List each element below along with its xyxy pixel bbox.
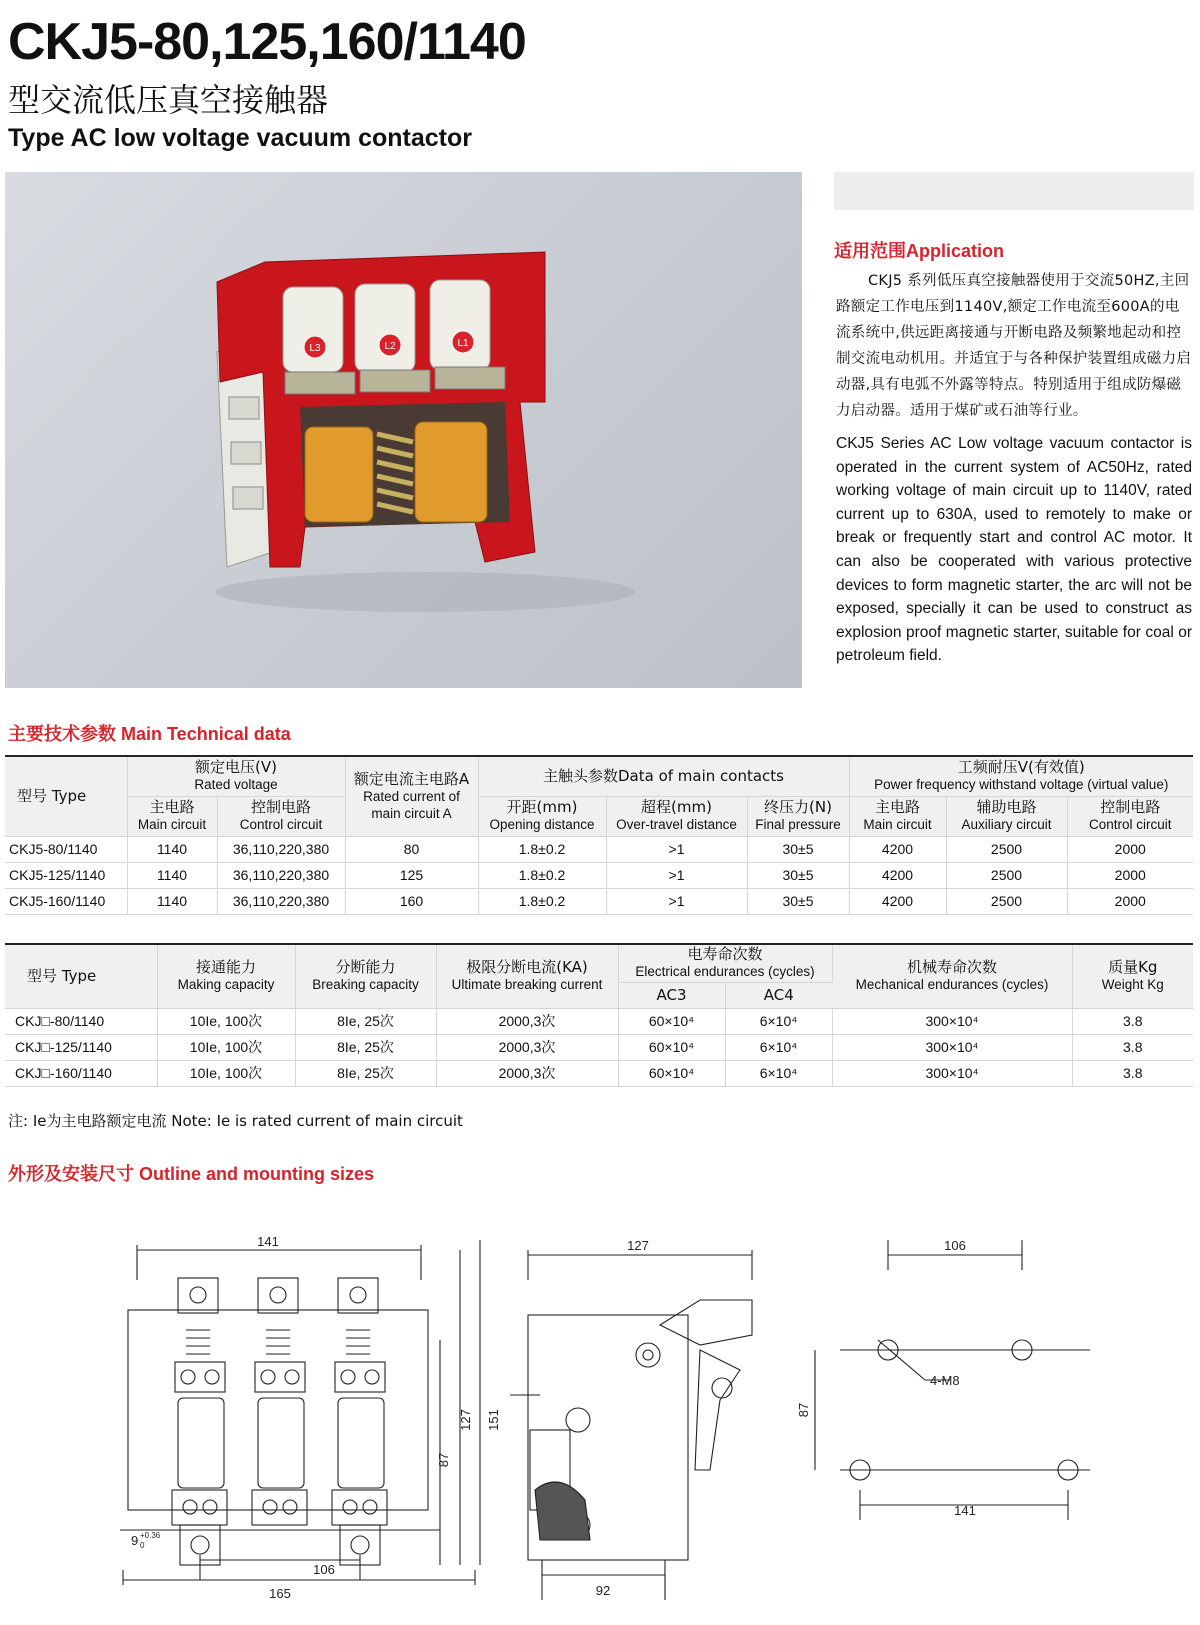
tech-heading [8,720,291,746]
table-row: CKJ□-160/1140 10Ie, 100次 8Ie, 25次 2000,3次 60×10⁴ 6×10⁴ 300×10⁴ 3.8 [5,1060,1193,1086]
th2-mechanical: 机械寿命次数 Mechanical endurances (cycles) [832,944,1072,1008]
table-row: CKJ5-80/1140 1140 36,110,220,380 80 1.8±0.2 >1 30±5 4200 2500 2000 [5,836,1193,862]
application-text [836,268,1192,668]
title-chinese: 型交流低压真空接触器 [8,81,329,119]
contactor-illustration [5,172,802,688]
th2-ultimate: 极限分断电流(KA) Ultimate breaking current [436,944,618,1008]
table-row: CKJ5-160/1140 1140 36,110,220,380 160 1.8±0.2 >1 30±5 4200 2500 2000 [5,888,1193,914]
th-main-circuit: 主电路 Main circuit [127,796,217,836]
table-row: CKJ□-80/1140 10Ie, 100次 8Ie, 25次 2000,3次 60×10⁴ 6×10⁴ 300×10⁴ 3.8 [5,1008,1193,1034]
th2-electrical: 电寿命次数 Electrical endurances (cycles) [618,944,832,982]
th-opening: 开距(mm) Opening distance [478,796,606,836]
dim-106-mount: 106 [944,1238,966,1253]
decor-bar [834,172,1194,210]
application-heading-en: Application [906,241,1004,261]
th-wv-control: 控制电路 Control circuit [1067,796,1193,836]
application-text-cn: CKJ5 系列低压真空接触器使用于交流50HZ,主回路额定工作电压到1140V,额定工作电流至600A的电流系统中,供远距离接通与开断电路及频繁地起动和控制交流电动机用。并适宜于与各种保护装置组成磁力启动器,具有电弧不外露等特点。特别适用于组成防爆磁力启动器。适用于煤矿或石油等行业。 [836,273,1192,419]
th2-ac4: AC4 [725,982,832,1008]
outline-heading-en: Outline and mounting sizes [139,1164,375,1184]
dim-92: 92 [595,1583,611,1598]
th2-making: 接通能力 Making capacity [157,944,295,1008]
dim-141-front: 141 [257,1234,279,1249]
phase-label-l2: L2 [384,341,396,352]
outline-heading [8,1160,374,1186]
tech-table-1 [5,755,1193,915]
dim-151: 151 [486,1409,501,1431]
th-final-pressure: 终压力(N) Final pressure [747,796,849,836]
table-note: 注: Ie为主电路额定电流 Note: Ie is rated current of main circuit [8,1112,463,1130]
th-rated-current: 额定电流主电路A Rated current of main circuit A [345,756,478,836]
th-control-circuit: 控制电路 Control circuit [217,796,345,836]
tech-heading-en: Main Technical data [121,724,291,744]
application-text-en: CKJ5 Series AC Low voltage vacuum contactor is operated in the current system of AC50Hz, rated working voltage of main circuit up to 1140V, rated current up to 630A, used to remotely to make or break or frequently start and control AC motor. It can also be cooperated with various protective devices to form magnetic starter, the arc will not be exposed, specially it can be used to construct as explosion proof magnetic starter, suitable for coal or petroleum field. [836,435,1192,665]
dim-141-mount: 141 [954,1503,976,1518]
hole-label: 4-M8 [930,1373,960,1388]
dim-127-front: 127 [458,1409,473,1431]
dim-165: 165 [269,1586,291,1601]
product-photo [5,172,802,688]
dim-9-tol-up: +0.36 [140,1531,161,1540]
table-row: CKJ5-125/1140 1140 36,110,220,380 125 1.8±0.2 >1 30±5 4200 2500 2000 [5,862,1193,888]
th2-breaking: 分断能力 Breaking capacity [295,944,436,1008]
dim-9-tol-low: 0 [140,1541,145,1550]
th2-type: 型号 Type [5,944,157,1008]
th-withstand: 工频耐压V(有效值) Power frequency withstand voltage (virtual value) [849,756,1193,796]
th-main-contacts: 主触头参数Data of main contacts [478,756,849,796]
dim-87-front: 87 [436,1452,451,1468]
th2-weight: 质量Kg Weight Kg [1072,944,1193,1008]
application-heading-cn: 适用范围 [834,241,906,262]
th2-ac3: AC3 [618,982,725,1008]
dim-9: 9 [131,1533,139,1548]
side-view-drawing [510,1250,752,1600]
outline-drawings [0,1220,1200,1620]
th-wv-aux: 辅助电路 Auxiliary circuit [946,796,1067,836]
product-model: CKJ5-80,125,160/1140 [8,13,526,71]
outline-heading-cn: 外形及安装尺寸 [8,1164,134,1185]
tech-table-2 [5,943,1193,1087]
th-wv-main: 主电路 Main circuit [849,796,946,836]
dim-106-front: 106 [313,1562,335,1577]
dim-87-mount: 87 [796,1402,811,1418]
title-english: Type AC low voltage vacuum contactor [8,124,472,152]
application-heading [834,237,1004,263]
th-type: 型号 Type [5,756,127,836]
tech-heading-cn: 主要技术参数 [8,724,116,745]
phase-label-l3: L3 [309,343,321,354]
table-row: CKJ□-125/1140 10Ie, 100次 8Ie, 25次 2000,3次 60×10⁴ 6×10⁴ 300×10⁴ 3.8 [5,1034,1193,1060]
front-view-drawing [120,1240,480,1585]
th-overtravel: 超程(mm) Over-travel distance [606,796,747,836]
phase-label-l1: L1 [457,338,469,349]
dim-127-side: 127 [627,1238,649,1253]
th-rated-voltage: 额定电压(V) Rated voltage [127,756,345,796]
